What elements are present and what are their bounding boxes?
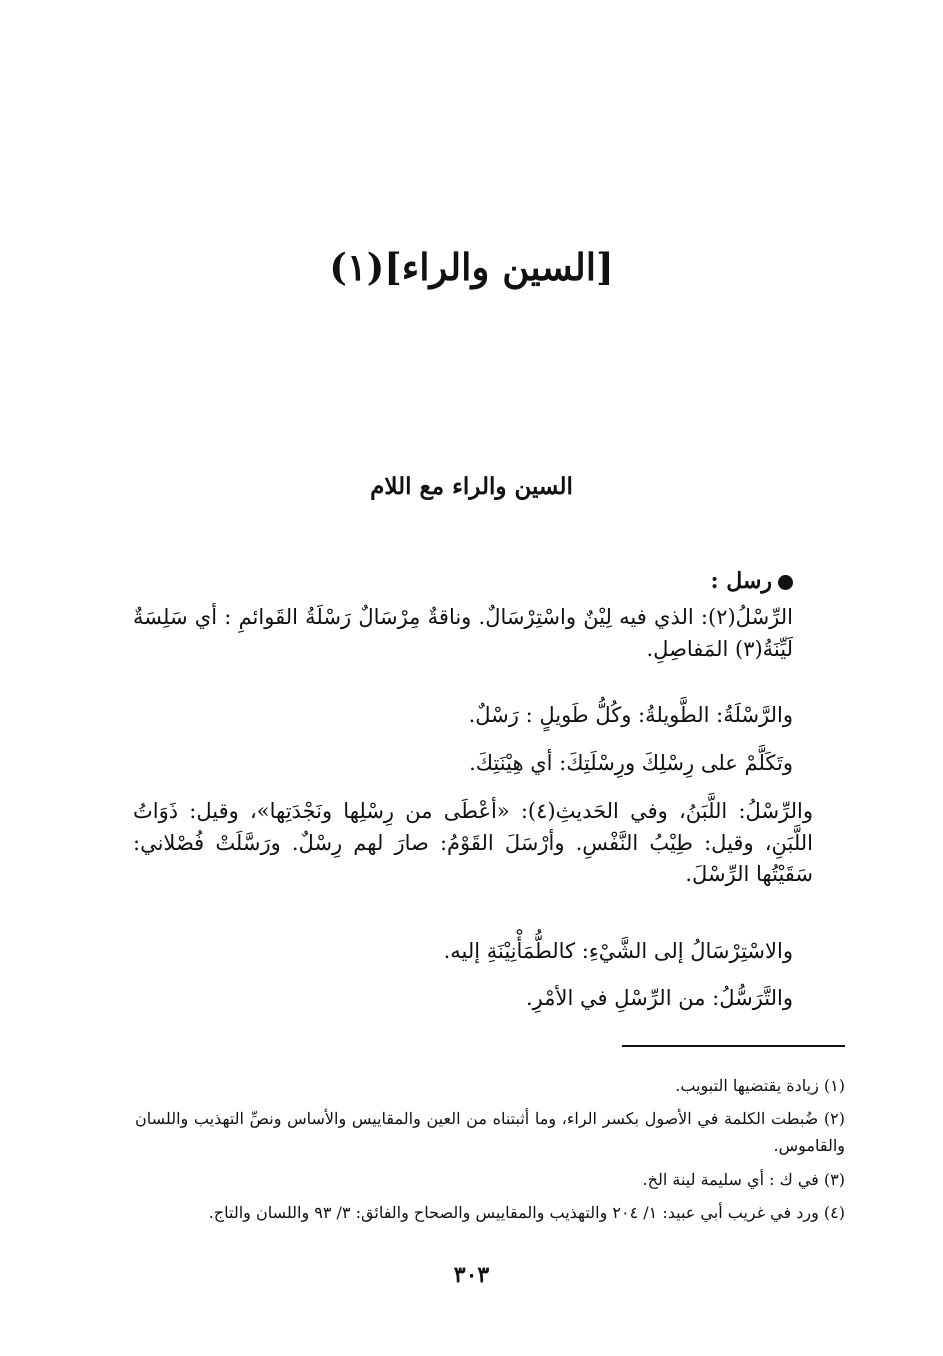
footnote-item: (٤) ورد في غريب أبي عبيد: ١/ ٢٠٤ والتهذيب والمقاييس والصحاح والفائق: ٣/ ٩٣ واللسان والتاج. (208, 1202, 845, 1222)
footnote-item: (١) زيادة يقتضيها التبويب. (675, 1076, 845, 1095)
footnotes (135, 1072, 845, 1232)
page-number: ٣٠٣ (453, 1262, 490, 1288)
footnote-divider (622, 1045, 845, 1047)
chapter-title: [السين والراء](١) (329, 245, 614, 289)
entry-paragraph: والاسْتِرْسَالُ إلى الشَّيْءِ: كالطُّمَأْنِيْنَةِ إليه. (443, 939, 793, 963)
footnote-item: (٣) في ك : أي سليمة لينة الخ. (642, 1169, 845, 1189)
bullet-icon (778, 575, 793, 590)
entry-paragraph: والرِّسْلُ: اللَّبَنُ، وفي الحَديثِ(٤): «أعْطَى من رِسْلِها ونَجْدَتِها»، وقيل: ذَوَاتُ اللَّبَنِ، وقيل: طِيْبُ النَّفْسِ. وأرْسَلَ القَوْمُ: صارَ لهم رِسْلٌ. ورَسَّلَتْ فُصْلاني: سَقَيْتُها الرِّسْلَ. (133, 799, 813, 886)
entry-headword-text: رسل : (710, 568, 772, 594)
entry-paragraph: وتَكَلَّمْ على رِسْلِكَ ورِسْلَتِكَ: أي هِيْنَتِكَ. (469, 751, 793, 775)
section-heading: السين والراء مع اللام (370, 473, 573, 500)
entry-paragraph: الرِّسْلُ(٢): الذي فيه لِيْنٌ واسْتِرْسَالٌ. وناقةٌ مِرْسَالٌ رَسْلَةُ القَوائمِ : أي سَلِسَةٌ لَيِّنَةُ(٣) المَفاصِلِ. (133, 605, 793, 661)
entry-paragraph: والتَّرَسُّلُ: من الرِّسْلِ في الأمْرِ. (526, 986, 793, 1010)
footnote-item: (٢) ضُبطت الكلمة في الأصول بكسر الراء، وما أثبتناه من العين والمقاييس والأساس ونصِّ التهذيب واللسان والقاموس. (135, 1109, 845, 1156)
entry-headword (711, 566, 794, 597)
entry-paragraph: والرَّسْلَةُ: الطَّويلةُ: وكُلُّ طَويلٍ : رَسْلٌ. (468, 703, 793, 727)
